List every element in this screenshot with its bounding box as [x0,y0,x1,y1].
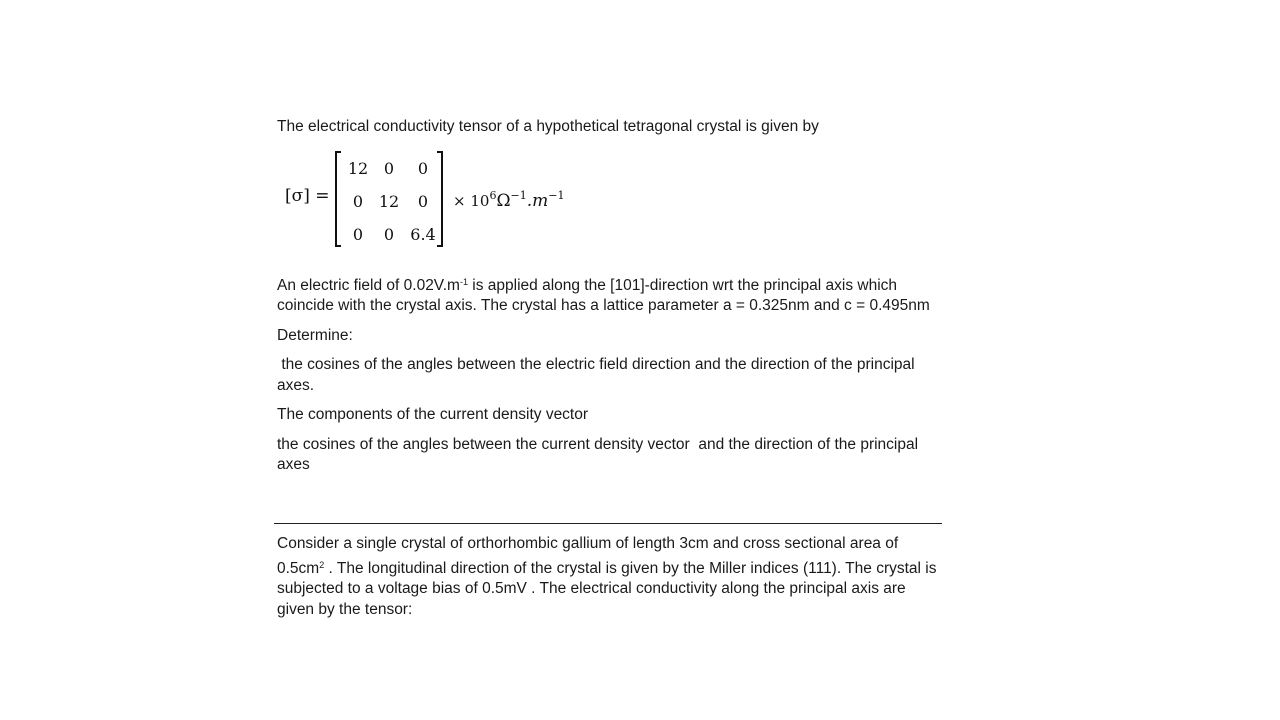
exponent: 6 [489,188,497,202]
determine-heading: Determine: [277,326,353,344]
problem-1 [277,117,941,485]
unit-m: .m [526,190,549,211]
question-3: the cosines of the angles between the current density vector and the direction of the principal axes [277,435,923,473]
matrix-cell: 0 [383,158,395,178]
matrix-cell: 0 [417,158,429,178]
equation-lhs: [σ] = [285,185,330,206]
matrix-cell: 0 [383,224,395,244]
intro-text: The electrical conductivity tensor of a hypothetical tetragonal crystal is given by [277,118,819,135]
question-1: the cosines of the angles between the electric field direction and the direction of the principal axes. [277,356,919,394]
field-text: is applied along the [101]-direction wrt the principal axis which coincide with the crystal axis. The crystal has a lattice parameter a = 0.325nm and c = 0.495nm [277,276,930,314]
matrix-cell: 6.4 [410,224,436,244]
field-text: An electric field of 0.02V.m [277,276,460,294]
matrix-cell: 12 [347,158,369,178]
multiplier: × 10 [453,191,490,210]
matrix-cell: 12 [378,191,400,211]
section-divider [274,523,942,524]
exponent: −1 [510,188,527,202]
exponent: −1 [548,188,565,202]
problem-text: Consider a single crystal of orthorhombic gallium of length 3cm and cross sectional area of 0.5cm [277,535,899,577]
matrix-cell: 0 [352,191,364,211]
gallium-problem-text [277,534,941,620]
superscript: -1 [459,276,468,287]
matrix-cell: 0 [417,191,429,211]
equation-units [453,186,565,212]
question-2: The components of the current density vector [277,406,589,423]
conductivity-tensor-equation [277,148,941,256]
omega-symbol: Ω [496,190,511,211]
matrix-cell: 0 [352,224,364,244]
conductivity-matrix [335,151,443,247]
superscript: 2 [319,559,325,570]
field-description [277,272,941,317]
problem-text: . The longitudinal direction of the crystal is given by the Miller indices (111). The crystal is subjected to a voltage bias of 0.5mV . The electrical conductivity along the principal axis are given by the tensor: [277,559,937,618]
problem-2 [277,534,941,629]
